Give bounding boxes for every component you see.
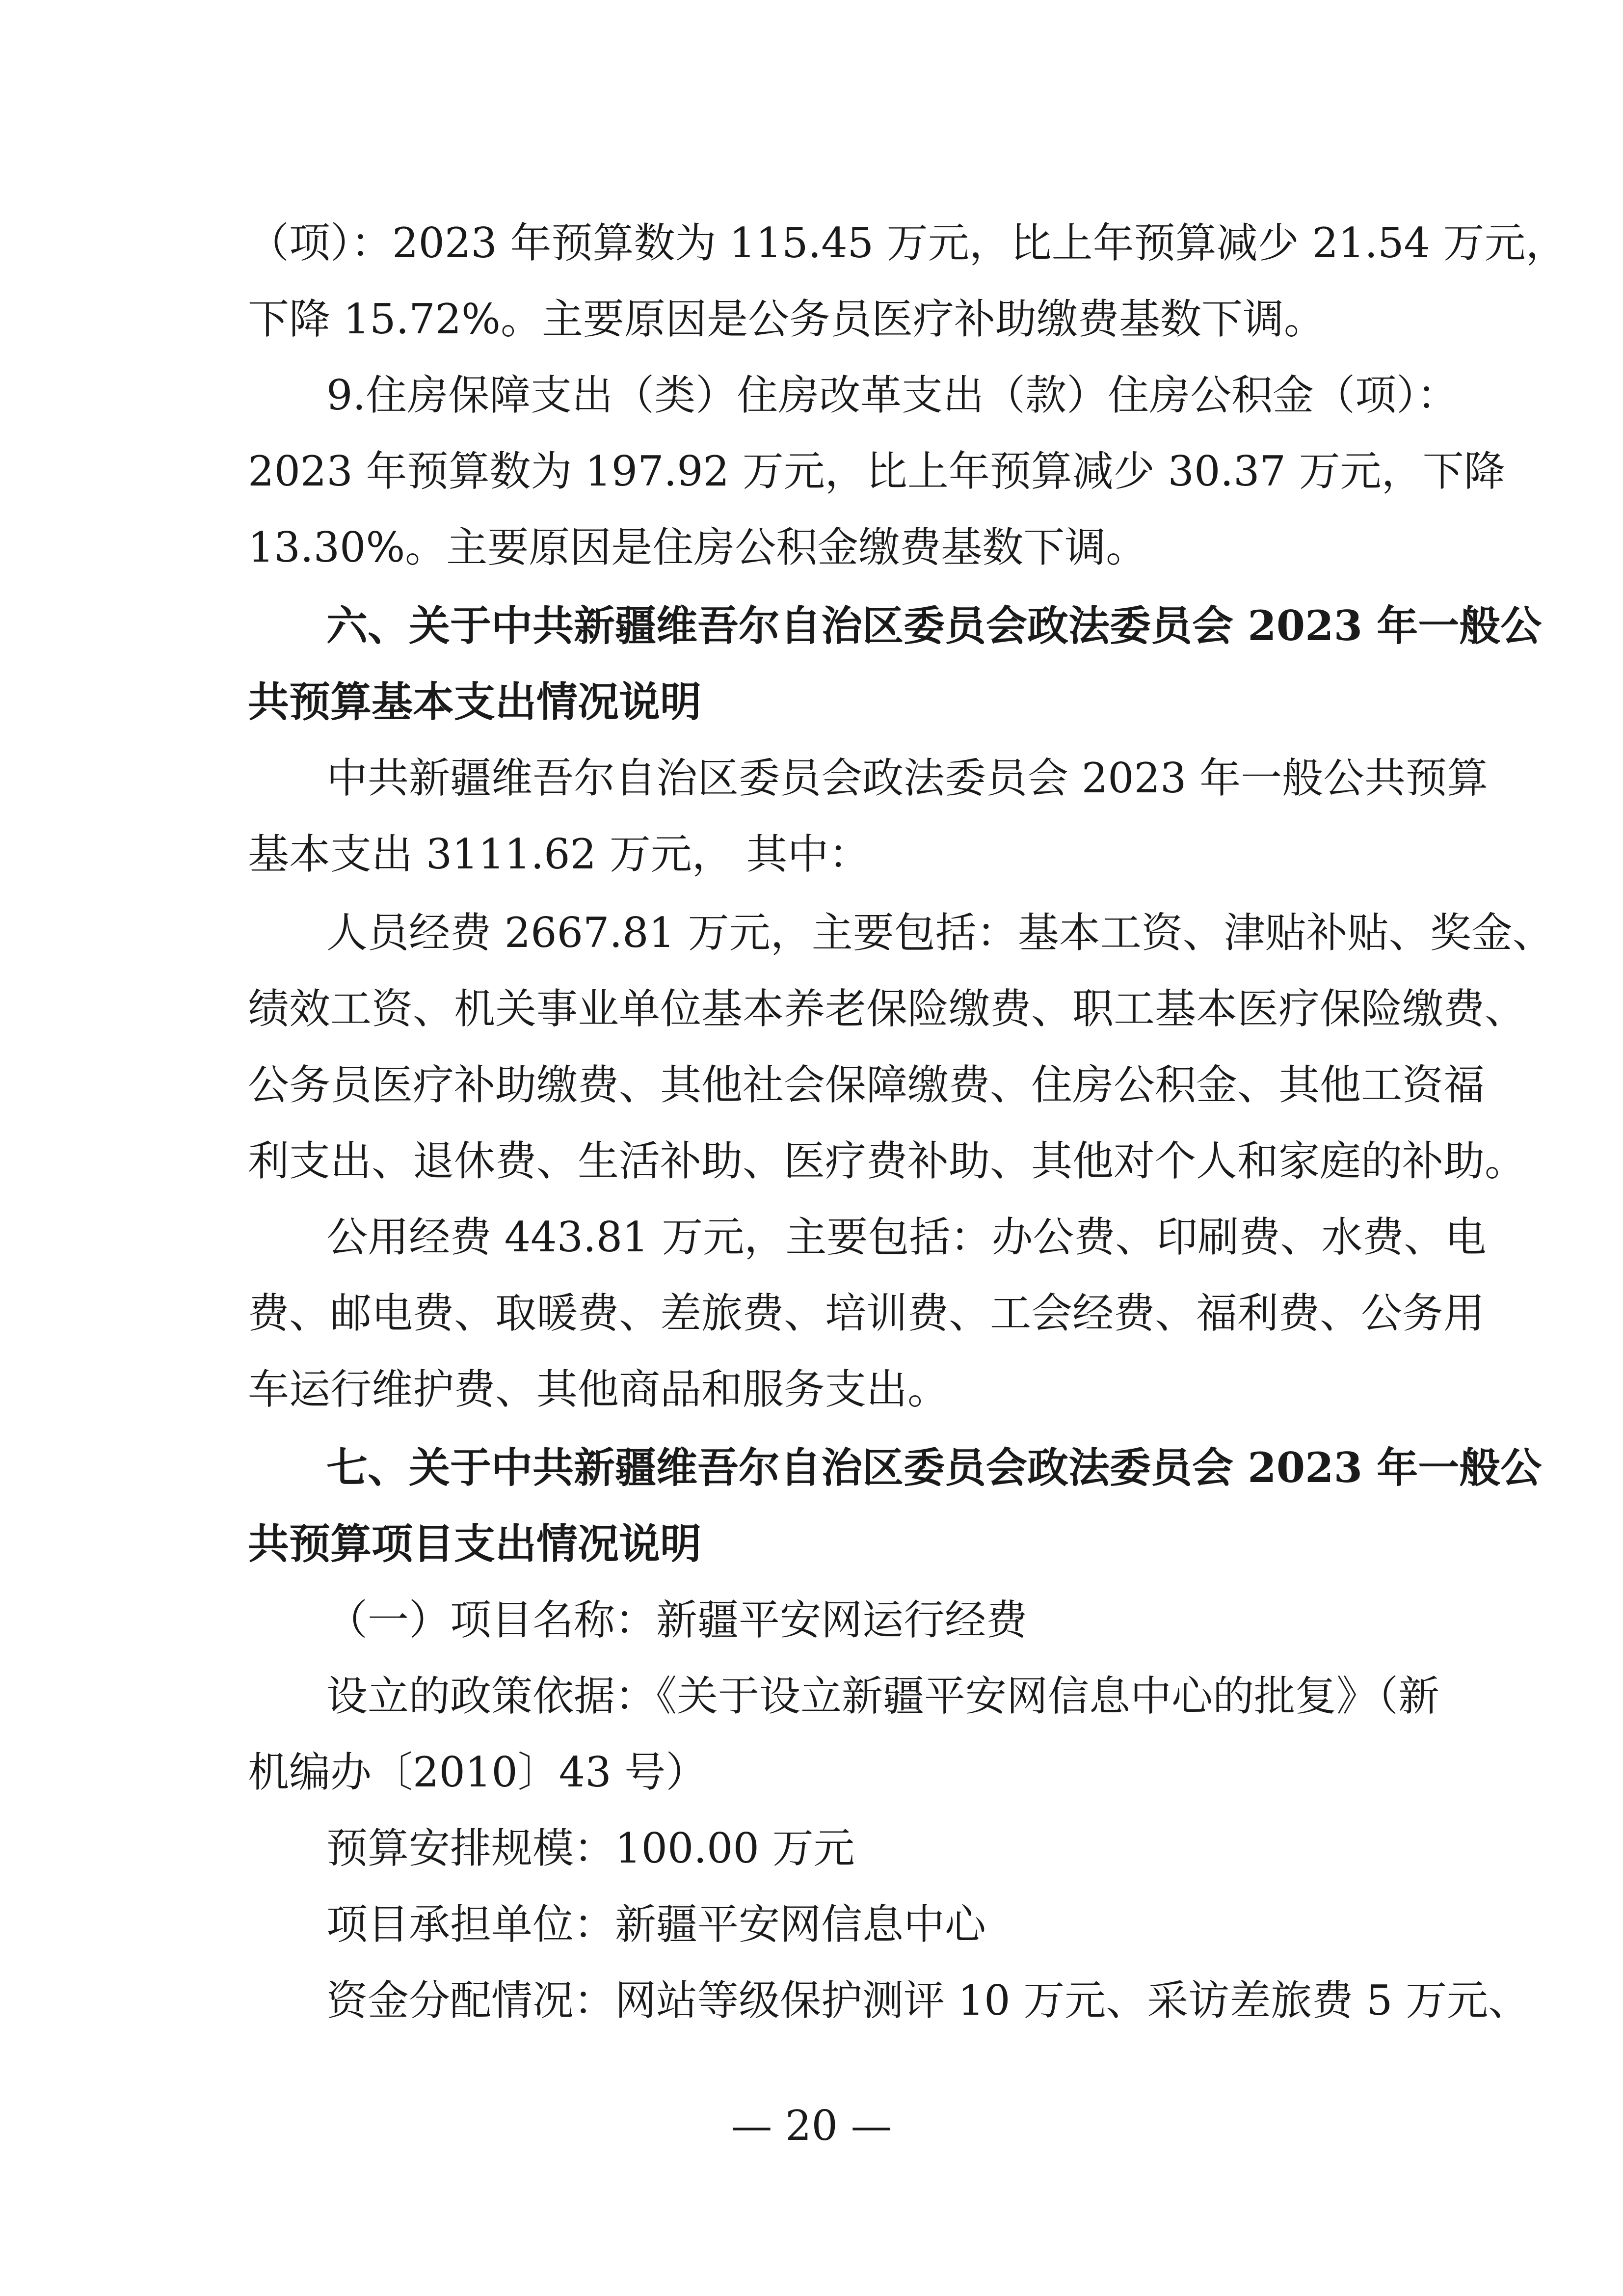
section-heading-6-cont: 共预算基本支出情况说明 xyxy=(248,677,702,726)
text-line: 基本支出 3111.62 万元， 其中： xyxy=(248,830,870,878)
text-line: 下降 15.72%。主要原因是公务员医疗补助缴费基数下调。 xyxy=(248,295,1325,343)
text-line: 资金分配情况：网站等级保护测评 10 万元、采访差旅费 5 万元、 xyxy=(326,1976,1530,2025)
text-line: 13.30%。主要原因是住房公积金缴费基数下调。 xyxy=(248,523,1147,571)
section-heading-7: 七、关于中共新疆维吾尔自治区委员会政法委员会 2023 年一般公 xyxy=(326,1443,1542,1492)
text-line: 项目承担单位：新疆平安网信息中心 xyxy=(326,1900,986,1948)
text-line: 绩效工资、机关事业单位基本养老保险缴费、职工基本医疗保险缴费、 xyxy=(248,985,1526,1033)
text-line: 2023 年预算数为 197.92 万元，比上年预算减少 30.37 万元，下降 xyxy=(248,447,1505,495)
text-line: 费、邮电费、取暖费、差旅费、培训费、工会经费、福利费、公务用 xyxy=(248,1289,1485,1337)
section-heading-6: 六、关于中共新疆维吾尔自治区委员会政法委员会 2023 年一般公 xyxy=(326,601,1542,650)
text-line: （一）项目名称：新疆平安网运行经费 xyxy=(326,1596,1028,1644)
text-line: 中共新疆维吾尔自治区委员会政法委员会 2023 年一般公共预算 xyxy=(326,754,1489,802)
text-line: 公务员医疗补助缴费、其他社会保障缴费、住房公积金、其他工资福 xyxy=(248,1061,1485,1109)
page-number: — 20 — xyxy=(731,2102,892,2150)
text-line: 预算安排规模：100.00 万元 xyxy=(326,1824,855,1872)
text-line: （项）：2023 年预算数为 115.45 万元，比上年预算减少 21.54 万元， xyxy=(248,219,1567,267)
text-line: 车运行维护费、其他商品和服务支出。 xyxy=(248,1365,949,1413)
text-line: 设立的政策依据：《关于设立新疆平安网信息中心的批复》（新 xyxy=(326,1672,1440,1720)
text-line: 机编办〔2010〕43 号） xyxy=(248,1748,707,1796)
text-line: 利支出、退休费、生活补助、医疗费补助、其他对个人和家庭的补助。 xyxy=(248,1137,1526,1185)
text-line: 人员经费 2667.81 万元，主要包括：基本工资、津贴补贴、奖金、 xyxy=(326,909,1554,957)
text-line: 9.住房保障支出（类）住房改革支出（款）住房公积金（项）： xyxy=(326,371,1459,419)
section-heading-7-cont: 共预算项目支出情况说明 xyxy=(248,1519,702,1568)
text-line: 公用经费 443.81 万元，主要包括：办公费、印刷费、水费、电 xyxy=(326,1213,1487,1261)
